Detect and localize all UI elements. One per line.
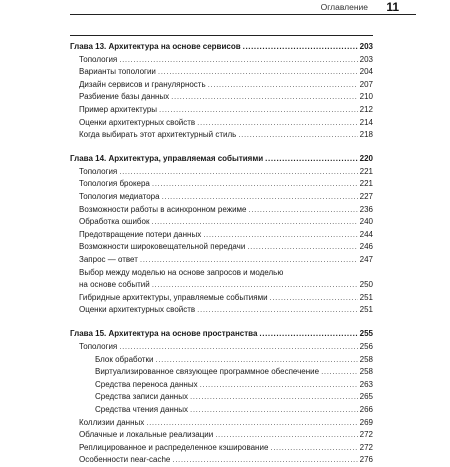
toc-item[interactable] [70,292,373,305]
leader-dots [190,391,358,404]
running-header-title: Оглавление [320,2,368,12]
item-title: Топология медиатора [79,192,160,202]
leader-dots [247,241,357,254]
toc-item-first-line[interactable] [70,267,373,280]
toc-subitem[interactable] [70,366,373,379]
chapter-14-entry[interactable] [70,153,373,166]
toc-item[interactable] [70,204,373,217]
item-title: Средства записи данных [95,392,188,402]
item-title: Запрос — ответ [79,255,138,264]
item-page: 227 [359,192,373,202]
toc-item[interactable] [70,417,373,430]
chapter-gap [70,317,373,329]
leader-dots [152,279,358,292]
leader-dots [270,442,357,455]
leader-dots [259,328,357,341]
item-page: 240 [359,217,373,227]
leader-dots [248,204,357,217]
toc-item[interactable] [70,341,373,354]
toc-subitem[interactable] [70,354,373,367]
leader-dots [140,254,358,267]
leader-dots [215,429,357,442]
leader-dots [156,354,358,367]
toc-item[interactable] [70,304,373,317]
leader-dots [203,229,357,242]
item-title: Возможности широковещательной передачи [79,242,246,252]
table-of-contents [70,31,373,467]
item-page: 256 [359,342,373,352]
item-page: 214 [359,117,373,127]
item-title: Средства переноса данных [95,379,198,389]
item-page: 251 [359,292,373,302]
item-title: Обработка ошибок [79,217,150,227]
chapter-separator [70,35,373,36]
item-title: Возможности работы в асинхронном режиме [79,204,247,214]
leader-dots [197,304,357,317]
item-page: 276 [359,455,373,465]
page-header [0,0,450,16]
item-title: Топология [79,342,118,352]
chapter-title: Глава 13. Архитектура на основе сервисов [70,42,241,51]
item-page: 221 [359,179,373,189]
item-title: Оценки архитектурных свойств [79,305,196,315]
leader-dots [152,178,358,191]
toc-item[interactable] [70,117,373,130]
item-title: Облачные и локальные реализации [79,430,214,440]
toc-item[interactable] [70,129,373,142]
chapter-page: 203 [359,42,373,51]
item-title: Реплицированное и распределенное кэширование [79,442,269,452]
toc-item[interactable] [70,79,373,92]
leader-dots [146,417,357,430]
item-title: Дизайн сервисов и гранулярность [79,79,206,89]
leader-dots [171,91,357,104]
item-page: 258 [359,367,373,377]
leader-dots [265,153,357,166]
leader-dots [208,79,358,92]
item-title: Гибридные архитектуры, управляемые событиями [79,292,268,302]
toc-item[interactable] [70,442,373,455]
toc-item[interactable] [70,429,373,442]
item-title-line2: на основе событий [79,280,150,290]
toc-item[interactable] [70,216,373,229]
leader-dots [162,191,358,204]
leader-dots [119,341,357,354]
toc-item[interactable] [70,66,373,79]
item-title: Варианты топологии [79,67,156,77]
page-number: 11 [386,0,399,14]
leader-dots [119,166,357,179]
toc-item[interactable] [70,166,373,179]
item-title: Предотвращение потери данных [79,229,202,239]
item-page: 244 [359,229,373,239]
toc-item[interactable] [70,241,373,254]
item-title: Оценки архитектурных свойств [79,117,196,127]
item-title: Когда выбирать этот архитектурный стиль [79,130,237,140]
item-page: 272 [359,442,373,452]
item-page: 236 [359,204,373,214]
toc-subitem[interactable] [70,404,373,417]
item-title: Особенности near-cache [79,455,171,465]
item-page: 266 [359,405,373,415]
item-title: Разбиение базы данных [79,92,170,102]
leader-dots [190,404,358,417]
item-title: Виртуализированное связующее программное обеспечение [95,367,320,377]
item-title: Топология [79,54,118,64]
toc-item[interactable] [70,229,373,242]
leader-dots [270,292,358,305]
leader-dots [197,117,357,130]
leader-dots [243,41,358,54]
header-rule [70,14,416,15]
leader-dots [200,379,358,392]
item-title: Пример архитектуры [79,104,158,114]
item-page: 212 [359,104,373,114]
item-page: 251 [359,305,373,315]
toc-item[interactable] [70,54,373,67]
chapter-gap [70,142,373,154]
chapter-page: 220 [359,154,373,164]
item-title: Топология [79,166,118,176]
toc-item[interactable] [70,454,373,467]
leader-dots [321,366,358,379]
item-title: Блок обработки [95,354,154,364]
toc-item[interactable] [70,254,373,267]
item-page: 203 [359,54,373,64]
chapter-title: Глава 15. Архитектура на основе пространства [70,329,258,339]
item-title: Коллизии данных [79,417,145,427]
chapter-page: 255 [359,329,373,339]
item-title-line1: Выбор между моделью на основе запросов и моделью [79,267,284,277]
item-page: 210 [359,92,373,102]
item-page: 265 [359,392,373,402]
leader-dots [151,216,357,229]
toc-item[interactable] [70,178,373,191]
toc-item[interactable] [70,191,373,204]
item-title: Топология брокера [79,179,150,189]
item-page: 258 [359,354,373,364]
item-title: Средства чтения данных [95,405,188,415]
item-page: 207 [359,79,373,89]
item-page: 221 [359,166,373,176]
item-page: 204 [359,67,373,77]
leader-dots [238,129,357,142]
item-page: 247 [359,255,373,264]
item-page: 250 [359,280,373,290]
toc-subitem[interactable] [70,379,373,392]
leader-dots [119,54,357,67]
toc-item-second-line[interactable] [70,279,373,292]
item-page: 263 [359,379,373,389]
leader-dots [159,104,358,117]
item-page: 218 [359,130,373,140]
toc-item[interactable] [70,91,373,104]
leader-dots [158,66,358,79]
toc-item[interactable] [70,104,373,117]
chapter-15-entry[interactable] [70,328,373,341]
item-page: 272 [359,430,373,440]
item-page: 269 [359,417,373,427]
chapter-title: Глава 14. Архитектура, управляемая событиями [70,154,264,164]
item-page: 246 [359,242,373,252]
toc-subitem[interactable] [70,391,373,404]
chapter-13-entry[interactable] [70,41,373,54]
leader-dots [172,454,357,467]
